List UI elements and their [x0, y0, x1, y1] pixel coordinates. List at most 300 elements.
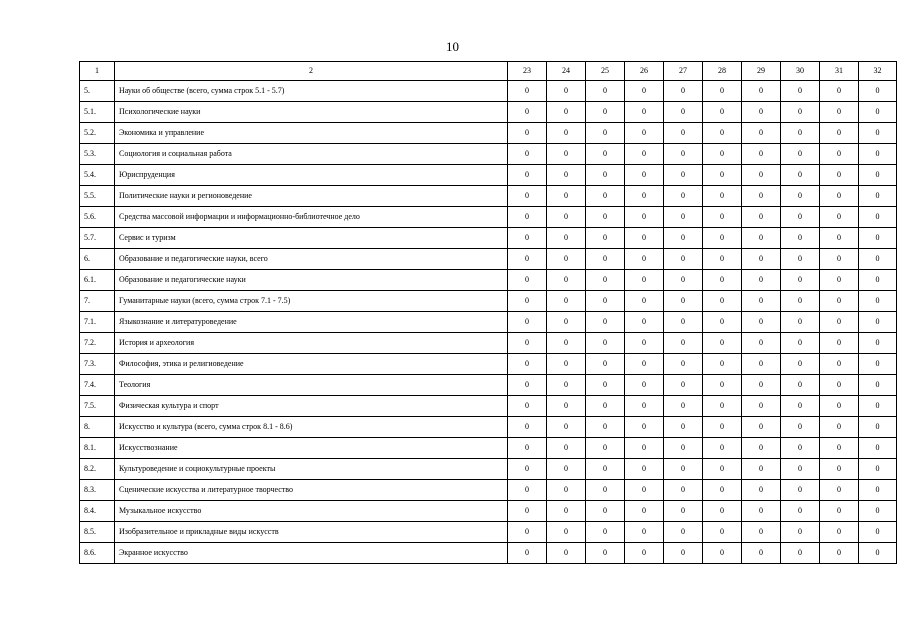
value-cell: 0 — [820, 543, 859, 564]
value-cell: 0 — [586, 186, 625, 207]
value-cell: 0 — [508, 375, 547, 396]
value-cell: 0 — [508, 417, 547, 438]
value-cell: 0 — [508, 123, 547, 144]
header-cell-col: 30 — [781, 62, 820, 81]
row-number: 8.2. — [80, 459, 115, 480]
value-cell: 0 — [742, 249, 781, 270]
value-cell: 0 — [742, 333, 781, 354]
value-cell: 0 — [781, 165, 820, 186]
header-cell-col: 32 — [859, 62, 897, 81]
value-cell: 0 — [508, 438, 547, 459]
value-cell: 0 — [742, 375, 781, 396]
value-cell: 0 — [859, 270, 897, 291]
value-cell: 0 — [586, 417, 625, 438]
value-cell: 0 — [820, 396, 859, 417]
row-label: Средства массовой информации и информационно-библиотечное дело — [115, 207, 508, 228]
value-cell: 0 — [625, 291, 664, 312]
value-cell: 0 — [508, 207, 547, 228]
value-cell: 0 — [820, 459, 859, 480]
value-cell: 0 — [625, 522, 664, 543]
row-label: Экономика и управление — [115, 123, 508, 144]
row-number: 6. — [80, 249, 115, 270]
row-number: 7.1. — [80, 312, 115, 333]
row-label: Теология — [115, 375, 508, 396]
row-label: Культуроведение и социокультурные проекты — [115, 459, 508, 480]
table-row — [80, 249, 897, 270]
value-cell: 0 — [742, 270, 781, 291]
value-cell: 0 — [820, 144, 859, 165]
value-cell: 0 — [664, 81, 703, 102]
value-cell: 0 — [625, 501, 664, 522]
value-cell: 0 — [586, 522, 625, 543]
value-cell: 0 — [547, 375, 586, 396]
table-row — [80, 333, 897, 354]
row-label: Языкознание и литературоведение — [115, 312, 508, 333]
value-cell: 0 — [742, 291, 781, 312]
value-cell: 0 — [664, 543, 703, 564]
value-cell: 0 — [547, 459, 586, 480]
value-cell: 0 — [508, 522, 547, 543]
table-row — [80, 522, 897, 543]
row-label: Образование и педагогические науки, всего — [115, 249, 508, 270]
table-row — [80, 543, 897, 564]
value-cell: 0 — [547, 312, 586, 333]
value-cell: 0 — [625, 480, 664, 501]
value-cell: 0 — [586, 102, 625, 123]
row-label: Искусство и культура (всего, сумма строк 8.1 - 8.6) — [115, 417, 508, 438]
value-cell: 0 — [742, 501, 781, 522]
table-body — [80, 62, 897, 564]
table-row — [80, 144, 897, 165]
table-row — [80, 186, 897, 207]
table-row — [80, 417, 897, 438]
row-label: Образование и педагогические науки — [115, 270, 508, 291]
value-cell: 0 — [547, 165, 586, 186]
row-number: 8.1. — [80, 438, 115, 459]
value-cell: 0 — [586, 396, 625, 417]
value-cell: 0 — [820, 480, 859, 501]
value-cell: 0 — [781, 417, 820, 438]
value-cell: 0 — [625, 165, 664, 186]
value-cell: 0 — [781, 501, 820, 522]
value-cell: 0 — [820, 312, 859, 333]
value-cell: 0 — [586, 375, 625, 396]
value-cell: 0 — [781, 480, 820, 501]
value-cell: 0 — [625, 123, 664, 144]
value-cell: 0 — [703, 375, 742, 396]
value-cell: 0 — [781, 207, 820, 228]
value-cell: 0 — [547, 102, 586, 123]
table-row — [80, 81, 897, 102]
row-label: Искусствознание — [115, 438, 508, 459]
value-cell: 0 — [781, 228, 820, 249]
value-cell: 0 — [625, 375, 664, 396]
value-cell: 0 — [781, 81, 820, 102]
value-cell: 0 — [508, 144, 547, 165]
value-cell: 0 — [508, 249, 547, 270]
row-label: Музыкальное искусство — [115, 501, 508, 522]
value-cell: 0 — [781, 123, 820, 144]
value-cell: 0 — [664, 186, 703, 207]
value-cell: 0 — [859, 312, 897, 333]
value-cell: 0 — [625, 102, 664, 123]
row-label: Изобразительное и прикладные виды искусств — [115, 522, 508, 543]
value-cell: 0 — [625, 354, 664, 375]
table-row — [80, 396, 897, 417]
value-cell: 0 — [586, 480, 625, 501]
value-cell: 0 — [820, 291, 859, 312]
value-cell: 0 — [586, 543, 625, 564]
value-cell: 0 — [547, 354, 586, 375]
value-cell: 0 — [547, 207, 586, 228]
row-number: 8.4. — [80, 501, 115, 522]
value-cell: 0 — [664, 144, 703, 165]
value-cell: 0 — [859, 228, 897, 249]
row-number: 8.6. — [80, 543, 115, 564]
value-cell: 0 — [742, 438, 781, 459]
value-cell: 0 — [508, 459, 547, 480]
value-cell: 0 — [547, 438, 586, 459]
value-cell: 0 — [547, 228, 586, 249]
value-cell: 0 — [781, 102, 820, 123]
value-cell: 0 — [547, 543, 586, 564]
value-cell: 0 — [508, 228, 547, 249]
value-cell: 0 — [781, 249, 820, 270]
value-cell: 0 — [820, 123, 859, 144]
value-cell: 0 — [586, 228, 625, 249]
table-row — [80, 312, 897, 333]
table-row — [80, 375, 897, 396]
value-cell: 0 — [742, 81, 781, 102]
value-cell: 0 — [508, 270, 547, 291]
value-cell: 0 — [859, 81, 897, 102]
row-number: 5.4. — [80, 165, 115, 186]
value-cell: 0 — [742, 354, 781, 375]
value-cell: 0 — [586, 501, 625, 522]
value-cell: 0 — [859, 459, 897, 480]
value-cell: 0 — [742, 144, 781, 165]
value-cell: 0 — [742, 207, 781, 228]
value-cell: 0 — [547, 249, 586, 270]
value-cell: 0 — [742, 123, 781, 144]
value-cell: 0 — [703, 417, 742, 438]
value-cell: 0 — [664, 522, 703, 543]
value-cell: 0 — [781, 543, 820, 564]
value-cell: 0 — [781, 459, 820, 480]
value-cell: 0 — [547, 501, 586, 522]
value-cell: 0 — [859, 102, 897, 123]
value-cell: 0 — [547, 333, 586, 354]
row-number: 6.1. — [80, 270, 115, 291]
value-cell: 0 — [508, 186, 547, 207]
table-row — [80, 228, 897, 249]
value-cell: 0 — [820, 207, 859, 228]
value-cell: 0 — [742, 459, 781, 480]
table-row — [80, 354, 897, 375]
value-cell: 0 — [703, 459, 742, 480]
value-cell: 0 — [703, 312, 742, 333]
row-number: 7. — [80, 291, 115, 312]
header-cell-num: 1 — [80, 62, 115, 81]
value-cell: 0 — [703, 480, 742, 501]
value-cell: 0 — [664, 501, 703, 522]
value-cell: 0 — [664, 354, 703, 375]
header-cell-col: 26 — [625, 62, 664, 81]
value-cell: 0 — [586, 333, 625, 354]
value-cell: 0 — [859, 480, 897, 501]
value-cell: 0 — [859, 249, 897, 270]
table-row — [80, 438, 897, 459]
value-cell: 0 — [820, 354, 859, 375]
value-cell: 0 — [742, 312, 781, 333]
row-label: Юриспруденция — [115, 165, 508, 186]
value-cell: 0 — [625, 207, 664, 228]
value-cell: 0 — [664, 123, 703, 144]
value-cell: 0 — [625, 438, 664, 459]
value-cell: 0 — [781, 438, 820, 459]
value-cell: 0 — [859, 186, 897, 207]
value-cell: 0 — [781, 312, 820, 333]
header-cell-col: 31 — [820, 62, 859, 81]
table-row — [80, 123, 897, 144]
value-cell: 0 — [703, 123, 742, 144]
value-cell: 0 — [703, 501, 742, 522]
value-cell: 0 — [859, 207, 897, 228]
row-number: 5. — [80, 81, 115, 102]
value-cell: 0 — [508, 81, 547, 102]
row-label: Экранное искусство — [115, 543, 508, 564]
value-cell: 0 — [664, 249, 703, 270]
value-cell: 0 — [664, 312, 703, 333]
value-cell: 0 — [781, 291, 820, 312]
table-row — [80, 480, 897, 501]
row-label: Науки об обществе (всего, сумма строк 5.1 - 5.7) — [115, 81, 508, 102]
row-number: 5.7. — [80, 228, 115, 249]
row-label: Психологические науки — [115, 102, 508, 123]
value-cell: 0 — [742, 186, 781, 207]
value-cell: 0 — [703, 270, 742, 291]
row-number: 5.2. — [80, 123, 115, 144]
value-cell: 0 — [820, 270, 859, 291]
value-cell: 0 — [859, 438, 897, 459]
row-number: 5.1. — [80, 102, 115, 123]
value-cell: 0 — [508, 102, 547, 123]
value-cell: 0 — [547, 522, 586, 543]
value-cell: 0 — [508, 291, 547, 312]
value-cell: 0 — [664, 459, 703, 480]
page-number: 10 — [446, 39, 459, 54]
table-row — [80, 270, 897, 291]
value-cell: 0 — [508, 312, 547, 333]
value-cell: 0 — [625, 228, 664, 249]
value-cell: 0 — [547, 186, 586, 207]
value-cell: 0 — [703, 291, 742, 312]
value-cell: 0 — [586, 438, 625, 459]
value-cell: 0 — [508, 165, 547, 186]
value-cell: 0 — [586, 312, 625, 333]
value-cell: 0 — [859, 144, 897, 165]
value-cell: 0 — [781, 396, 820, 417]
row-label: История и археология — [115, 333, 508, 354]
row-number: 7.2. — [80, 333, 115, 354]
value-cell: 0 — [742, 396, 781, 417]
value-cell: 0 — [781, 144, 820, 165]
value-cell: 0 — [703, 333, 742, 354]
row-number: 8.5. — [80, 522, 115, 543]
value-cell: 0 — [703, 543, 742, 564]
value-cell: 0 — [859, 543, 897, 564]
value-cell: 0 — [859, 354, 897, 375]
value-cell: 0 — [820, 501, 859, 522]
data-table — [79, 61, 897, 564]
header-cell-col: 28 — [703, 62, 742, 81]
value-cell: 0 — [703, 81, 742, 102]
value-cell: 0 — [625, 543, 664, 564]
value-cell: 0 — [508, 396, 547, 417]
row-label: Сервис и туризм — [115, 228, 508, 249]
value-cell: 0 — [547, 81, 586, 102]
value-cell: 0 — [508, 480, 547, 501]
value-cell: 0 — [859, 501, 897, 522]
value-cell: 0 — [820, 375, 859, 396]
value-cell: 0 — [508, 354, 547, 375]
value-cell: 0 — [820, 438, 859, 459]
table-row — [80, 207, 897, 228]
value-cell: 0 — [859, 522, 897, 543]
value-cell: 0 — [703, 165, 742, 186]
value-cell: 0 — [625, 417, 664, 438]
value-cell: 0 — [820, 522, 859, 543]
value-cell: 0 — [664, 102, 703, 123]
value-cell: 0 — [664, 207, 703, 228]
value-cell: 0 — [664, 228, 703, 249]
value-cell: 0 — [820, 81, 859, 102]
row-number: 8. — [80, 417, 115, 438]
value-cell: 0 — [703, 207, 742, 228]
value-cell: 0 — [586, 459, 625, 480]
value-cell: 0 — [664, 417, 703, 438]
value-cell: 0 — [781, 375, 820, 396]
value-cell: 0 — [859, 396, 897, 417]
value-cell: 0 — [859, 291, 897, 312]
value-cell: 0 — [859, 165, 897, 186]
table-row — [80, 102, 897, 123]
value-cell: 0 — [859, 417, 897, 438]
value-cell: 0 — [547, 480, 586, 501]
value-cell: 0 — [625, 186, 664, 207]
value-cell: 0 — [742, 165, 781, 186]
value-cell: 0 — [625, 333, 664, 354]
value-cell: 0 — [625, 249, 664, 270]
row-label: Физическая культура и спорт — [115, 396, 508, 417]
row-label: Политические науки и регионоведение — [115, 186, 508, 207]
row-number: 5.3. — [80, 144, 115, 165]
row-number: 5.5. — [80, 186, 115, 207]
value-cell: 0 — [508, 501, 547, 522]
value-cell: 0 — [586, 270, 625, 291]
value-cell: 0 — [703, 102, 742, 123]
value-cell: 0 — [625, 459, 664, 480]
value-cell: 0 — [820, 186, 859, 207]
value-cell: 0 — [586, 249, 625, 270]
value-cell: 0 — [742, 417, 781, 438]
value-cell: 0 — [781, 354, 820, 375]
value-cell: 0 — [781, 522, 820, 543]
value-cell: 0 — [820, 102, 859, 123]
header-cell-col: 23 — [508, 62, 547, 81]
table-header-row — [80, 62, 897, 81]
value-cell: 0 — [664, 396, 703, 417]
value-cell: 0 — [586, 165, 625, 186]
value-cell: 0 — [664, 375, 703, 396]
value-cell: 0 — [664, 270, 703, 291]
value-cell: 0 — [547, 291, 586, 312]
row-label: Гуманитарные науки (всего, сумма строк 7.1 - 7.5) — [115, 291, 508, 312]
value-cell: 0 — [547, 396, 586, 417]
value-cell: 0 — [820, 228, 859, 249]
table-row — [80, 501, 897, 522]
row-label: Сценические искусства и литературное творчество — [115, 480, 508, 501]
value-cell: 0 — [625, 396, 664, 417]
header-cell-col: 25 — [586, 62, 625, 81]
value-cell: 0 — [703, 249, 742, 270]
value-cell: 0 — [586, 291, 625, 312]
row-number: 7.3. — [80, 354, 115, 375]
value-cell: 0 — [625, 270, 664, 291]
value-cell: 0 — [508, 543, 547, 564]
value-cell: 0 — [586, 123, 625, 144]
value-cell: 0 — [664, 480, 703, 501]
value-cell: 0 — [664, 438, 703, 459]
row-number: 5.6. — [80, 207, 115, 228]
value-cell: 0 — [742, 102, 781, 123]
value-cell: 0 — [664, 333, 703, 354]
row-label: Философия, этика и религиоведение — [115, 354, 508, 375]
value-cell: 0 — [547, 417, 586, 438]
value-cell: 0 — [508, 333, 547, 354]
value-cell: 0 — [625, 81, 664, 102]
value-cell: 0 — [547, 123, 586, 144]
value-cell: 0 — [586, 207, 625, 228]
header-cell-col: 29 — [742, 62, 781, 81]
value-cell: 0 — [703, 522, 742, 543]
header-cell-col: 24 — [547, 62, 586, 81]
header-cell-name: 2 — [115, 62, 508, 81]
row-label: Социология и социальная работа — [115, 144, 508, 165]
value-cell: 0 — [586, 354, 625, 375]
value-cell: 0 — [781, 270, 820, 291]
row-number: 7.5. — [80, 396, 115, 417]
value-cell: 0 — [742, 228, 781, 249]
value-cell: 0 — [859, 123, 897, 144]
value-cell: 0 — [625, 312, 664, 333]
value-cell: 0 — [703, 438, 742, 459]
value-cell: 0 — [703, 396, 742, 417]
table-row — [80, 291, 897, 312]
row-number: 8.3. — [80, 480, 115, 501]
table-row — [80, 165, 897, 186]
value-cell: 0 — [547, 270, 586, 291]
value-cell: 0 — [781, 333, 820, 354]
value-cell: 0 — [742, 543, 781, 564]
value-cell: 0 — [859, 333, 897, 354]
table-row — [80, 459, 897, 480]
value-cell: 0 — [586, 81, 625, 102]
value-cell: 0 — [820, 249, 859, 270]
row-number: 7.4. — [80, 375, 115, 396]
value-cell: 0 — [703, 144, 742, 165]
value-cell: 0 — [664, 165, 703, 186]
